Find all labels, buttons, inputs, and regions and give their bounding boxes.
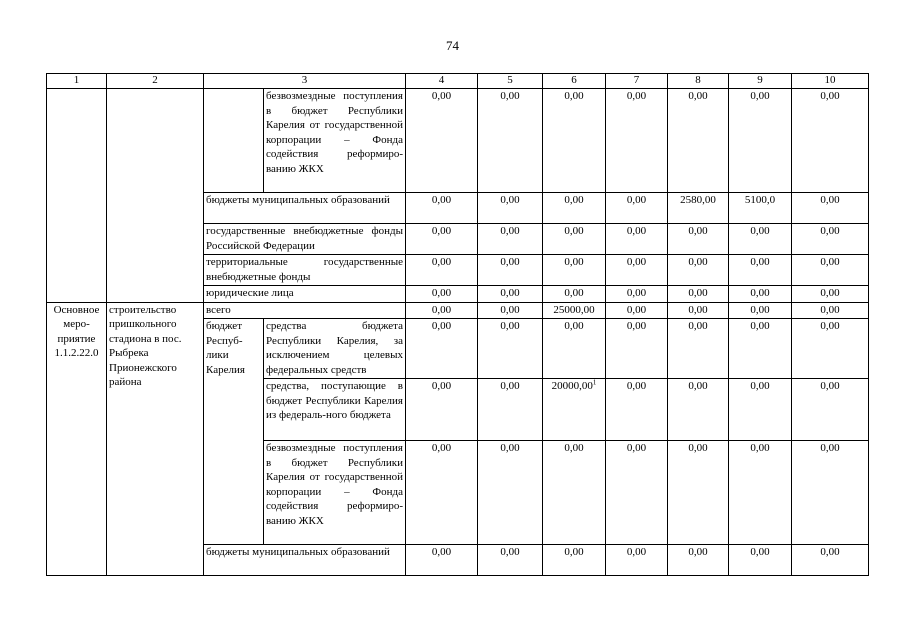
value-cell: 0,00: [606, 255, 668, 286]
value-cell: 0,00: [406, 255, 478, 286]
page-number: 74: [446, 38, 459, 53]
value-cell: 0,00: [543, 255, 606, 286]
value-cell: 0,00: [729, 441, 792, 545]
value-cell: 0,00: [406, 441, 478, 545]
value-cell: 0,00: [406, 302, 478, 319]
empty-cell: [107, 89, 204, 303]
column-header: 5: [478, 74, 543, 89]
value-cell: 0,00: [406, 545, 478, 576]
value-cell: 0,00: [668, 441, 729, 545]
value-cell: 0,00: [792, 286, 869, 303]
value-cell: 0,00: [406, 379, 478, 441]
source-label: всего: [204, 302, 406, 319]
value-cell: 0,00: [606, 441, 668, 545]
empty-cell: [47, 89, 107, 303]
value-cell: 0,00: [792, 319, 869, 379]
column-header: 3: [204, 74, 406, 89]
value-cell: 0,00: [543, 193, 606, 224]
value-cell: 0,00: [606, 319, 668, 379]
value-cell: 0,00: [606, 193, 668, 224]
value-text: 20000,00: [551, 380, 593, 392]
value-cell: 0,00: [792, 302, 869, 319]
value-cell: 0,00: [478, 379, 543, 441]
footnote-marker: 1: [592, 378, 597, 387]
value-cell: 0,00: [478, 302, 543, 319]
value-cell: 0,00: [668, 224, 729, 255]
value-cell: 0,00: [792, 193, 869, 224]
value-cell: 0,00: [729, 286, 792, 303]
column-header: 4: [406, 74, 478, 89]
column-number-row: [47, 74, 869, 89]
value-cell: 0,00: [792, 224, 869, 255]
value-cell: 0,00: [478, 441, 543, 545]
value-cell: 0,00: [406, 193, 478, 224]
column-header: 9: [729, 74, 792, 89]
value-cell: 0,00: [606, 379, 668, 441]
value-cell: 0,00: [792, 545, 869, 576]
value-cell: 0,00: [478, 224, 543, 255]
value-cell: 0,00: [729, 319, 792, 379]
value-cell: 0,00: [792, 255, 869, 286]
value-cell: 0,00: [606, 224, 668, 255]
source-label: юридические лица: [204, 286, 406, 303]
value-cell: 5100,0: [729, 193, 792, 224]
value-cell: 0,00: [606, 302, 668, 319]
value-cell: 2580,00: [668, 193, 729, 224]
value-cell: 0,00: [792, 441, 869, 545]
column-header: 8: [668, 74, 729, 89]
value-cell: 0,00: [729, 302, 792, 319]
value-cell: 0,00: [478, 319, 543, 379]
source-label: безвозмездные поступления в бюджет Республики Карелия от государственной корпорации – Фонда содействия реформиро-ванию ЖКХ: [264, 89, 406, 193]
value-cell: 0,00: [668, 286, 729, 303]
value-cell: 0,00: [729, 89, 792, 193]
value-cell: 0,00: [478, 286, 543, 303]
source-label: бюджеты муниципальных образований: [204, 193, 406, 224]
value-cell: 0,00: [406, 286, 478, 303]
event-code: Основное меро-приятие 1.1.2.22.0: [47, 302, 107, 576]
value-cell: 0,00: [606, 545, 668, 576]
value-cell: 0,00: [729, 379, 792, 441]
source-label: бюджеты муниципальных образований: [204, 545, 406, 576]
value-cell: 0,00: [668, 319, 729, 379]
value-cell: 0,00: [543, 441, 606, 545]
value-cell: 0,00: [543, 89, 606, 193]
value-cell: 0,00: [543, 224, 606, 255]
column-header: 2: [107, 74, 204, 89]
value-cell: 0,00: [668, 89, 729, 193]
value-cell: 0,00: [792, 379, 869, 441]
column-header: 1: [47, 74, 107, 89]
value-cell: 0,00: [543, 286, 606, 303]
value-cell: 0,00: [478, 89, 543, 193]
source-label: средства, поступающие в бюджет Республики Карелия из федераль-ного бюджета: [264, 379, 406, 441]
empty-cell: [204, 89, 264, 193]
value-cell: 0,00: [478, 193, 543, 224]
source-label: средства бюджета Республики Карелия, за исключением целевых федеральных средств: [264, 319, 406, 379]
column-header: 7: [606, 74, 668, 89]
value-cell: 0,00: [668, 255, 729, 286]
value-cell: 0,00: [668, 545, 729, 576]
column-header: 10: [792, 74, 869, 89]
value-cell: 0,00: [792, 89, 869, 193]
value-cell: 0,00: [478, 545, 543, 576]
value-cell: 0,00: [729, 255, 792, 286]
table-row: [47, 302, 869, 319]
source-label: государственные внебюджетные фонды Российской Федерации: [204, 224, 406, 255]
budget-rk-label: бюджет Респуб-лики Карелия: [204, 319, 264, 545]
event-description: строительство пришкольного стадиона в пос. Рыбрека Прионежского района: [107, 302, 204, 576]
value-cell: 0,00: [668, 379, 729, 441]
source-label: безвозмездные поступления в бюджет Республики Карелия от государственной корпорации – Фонда содействия реформиро-ванию ЖКХ: [264, 441, 406, 545]
value-cell: 0,00: [668, 302, 729, 319]
source-label: территориальные государственные внебюджетные фонды: [204, 255, 406, 286]
value-cell: 0,00: [406, 224, 478, 255]
value-cell: 0,00: [606, 89, 668, 193]
value-cell: 0,00: [478, 255, 543, 286]
table-row: [47, 89, 869, 193]
value-cell: 0,00: [406, 319, 478, 379]
value-cell: [543, 379, 606, 441]
value-cell: 0,00: [729, 224, 792, 255]
value-cell: 0,00: [543, 545, 606, 576]
value-cell: 0,00: [543, 319, 606, 379]
value-cell: 0,00: [729, 545, 792, 576]
value-cell: 25000,00: [543, 302, 606, 319]
value-cell: 0,00: [406, 89, 478, 193]
column-header: 6: [543, 74, 606, 89]
value-cell: 0,00: [606, 286, 668, 303]
budget-table: [46, 73, 869, 576]
